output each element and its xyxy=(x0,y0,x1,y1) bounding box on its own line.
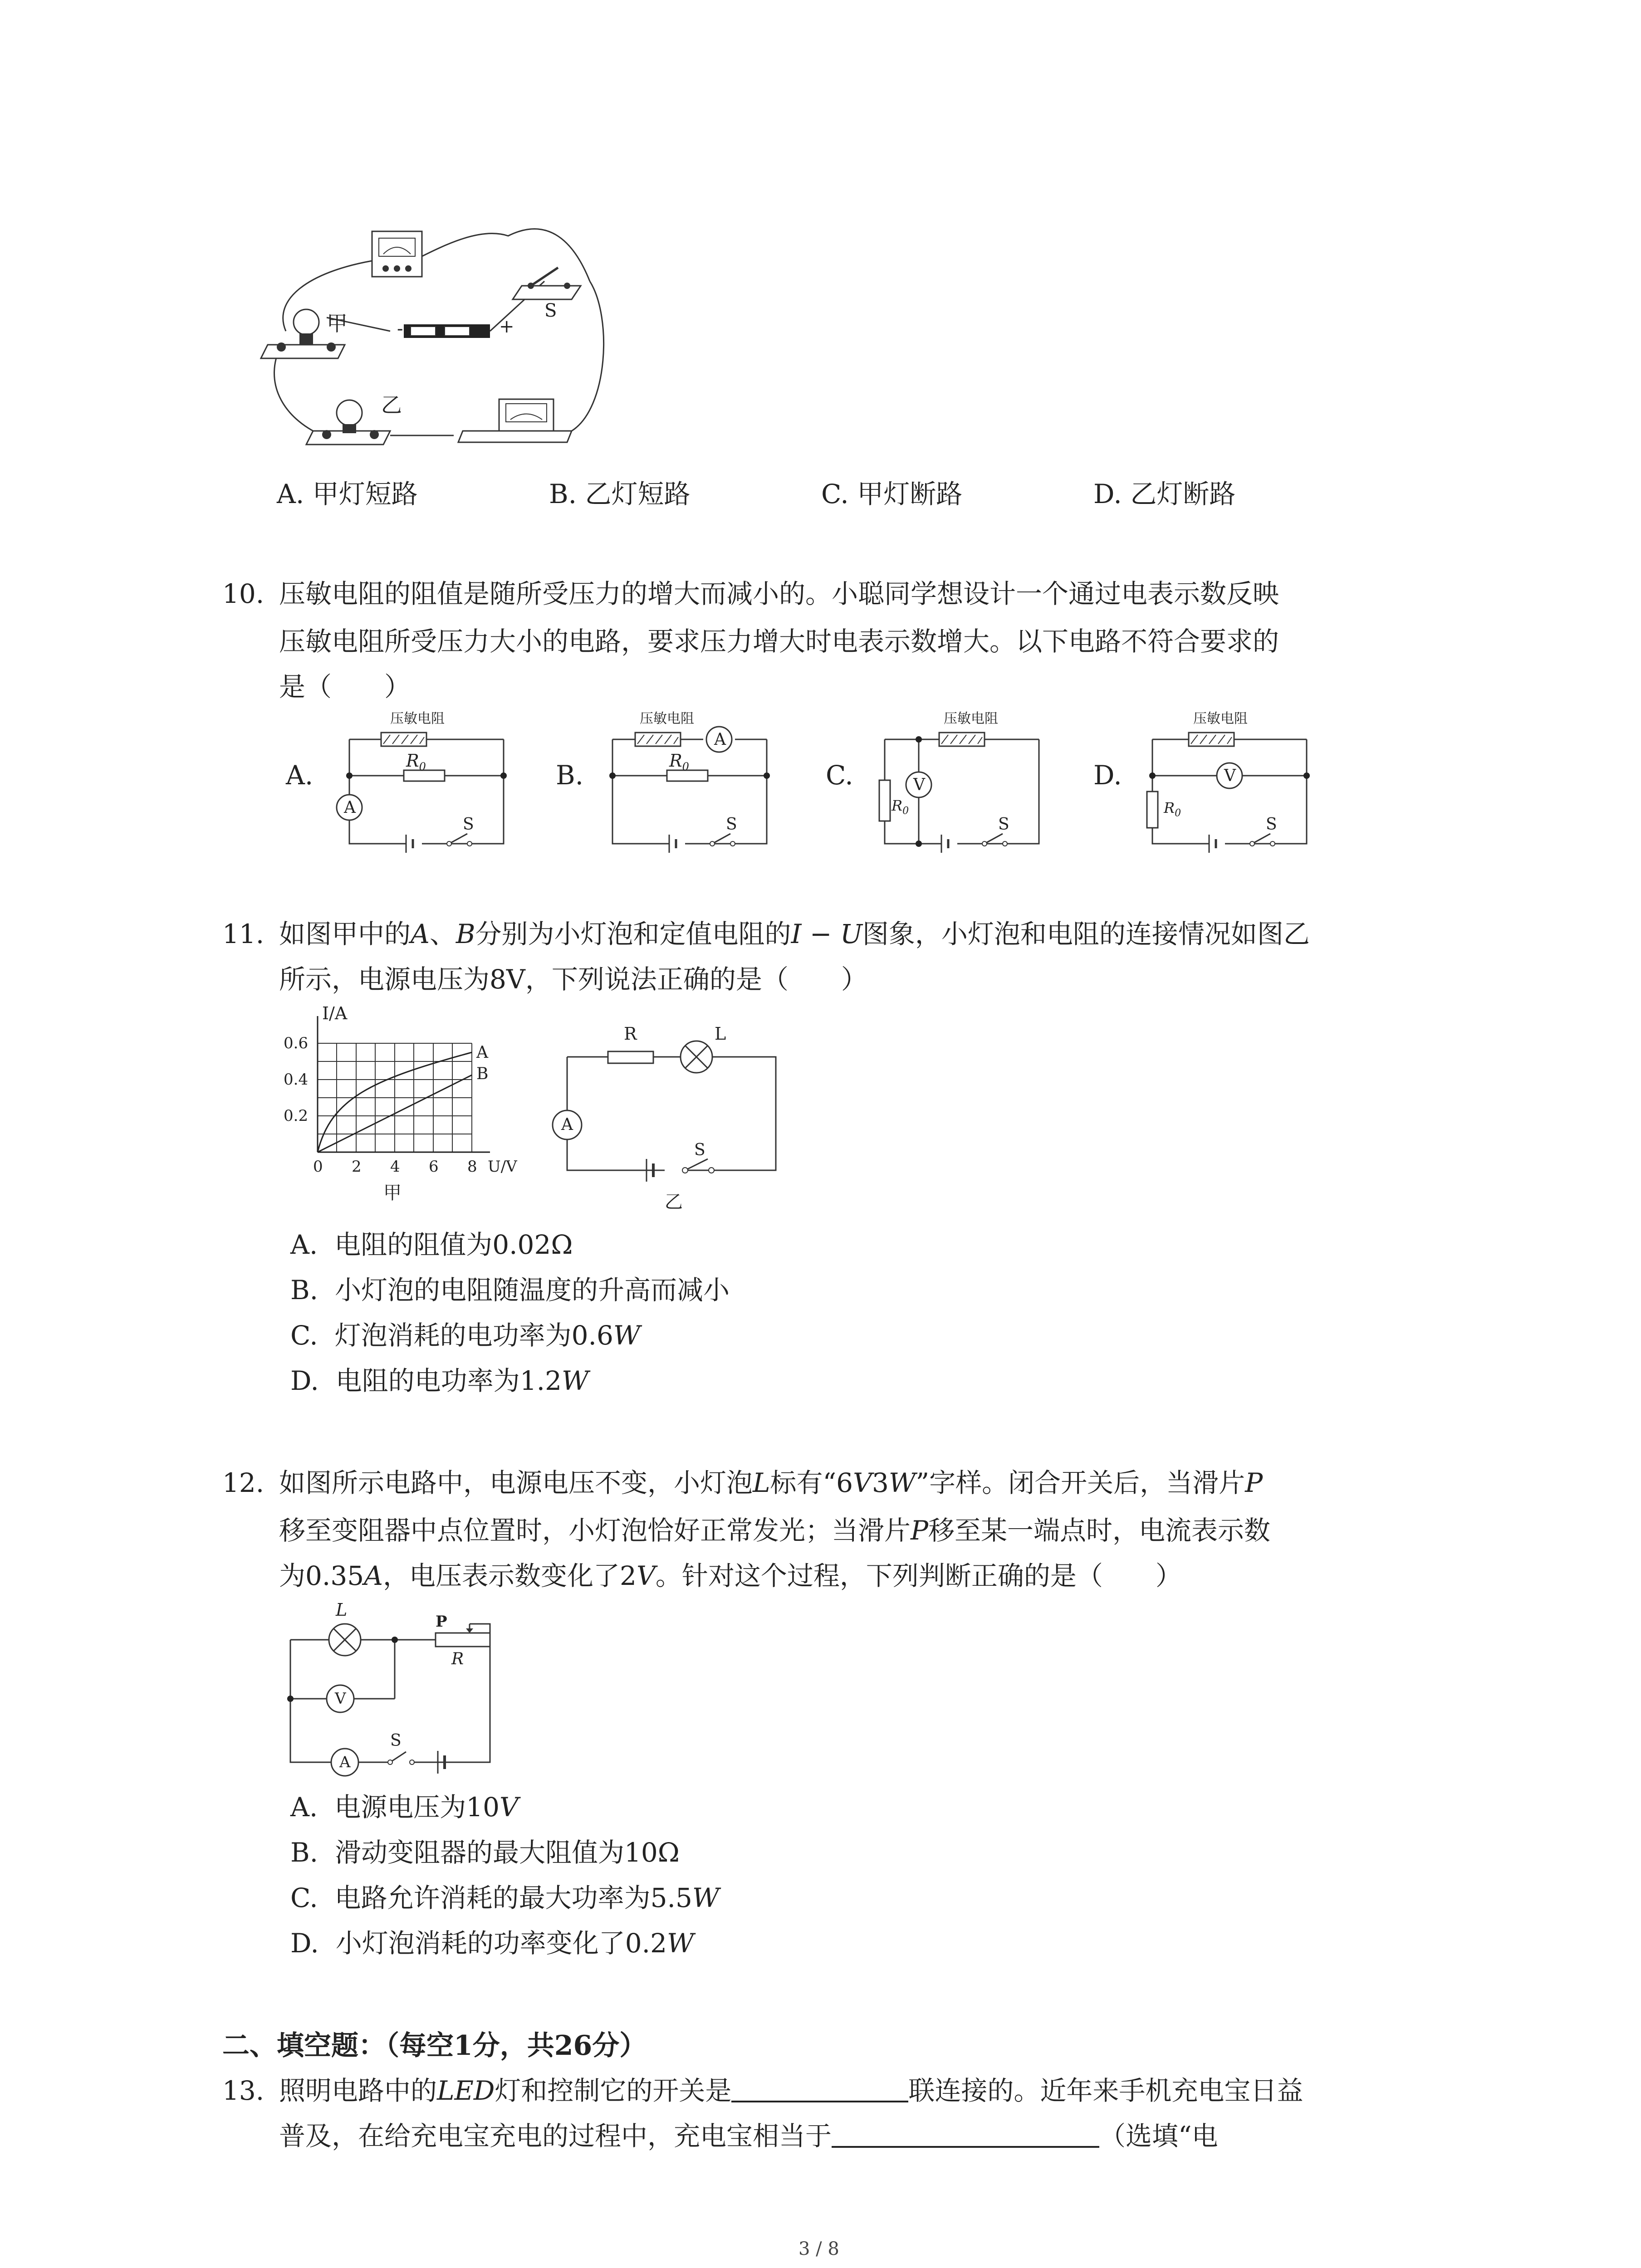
q10-d-switch-label: S xyxy=(1266,815,1277,834)
q10-b-ammeter-label: A xyxy=(714,730,726,749)
q10-option-d[interactable]: D. xyxy=(1093,760,1122,791)
q11-option-c[interactable]: C. 灯泡消耗的电功率为0.6W xyxy=(290,1320,641,1351)
q9-lamp-b-label: 乙 xyxy=(381,393,402,417)
q13-blank-1[interactable] xyxy=(731,2078,908,2102)
q10-a-sensor-label: 压敏电阻 xyxy=(390,711,445,727)
q10-c-voltmeter-label: V xyxy=(913,776,925,794)
q12-circuit-r-label: R xyxy=(451,1650,464,1668)
q11-circuit xyxy=(544,1021,798,1193)
q11-circuit-l-label: L xyxy=(715,1024,726,1044)
q11-graph-caption: 甲 xyxy=(383,1183,402,1203)
q11-circuit-caption: 乙 xyxy=(665,1192,683,1212)
q12-circuit-l-label: L xyxy=(336,1600,348,1620)
q10-number: 10. xyxy=(222,578,265,609)
q10-c-sensor-label: 压敏电阻 xyxy=(944,711,998,727)
q10-option-a[interactable]: A. xyxy=(286,760,314,791)
q12-number: 12. xyxy=(222,1467,265,1498)
q11-graph-xtick-0: 0 xyxy=(313,1158,323,1176)
q13-blank-2[interactable] xyxy=(832,2123,1099,2148)
q10-d-voltmeter-label: V xyxy=(1224,767,1236,785)
q13-stem-line-1: 照明电路中的LED灯和控制它的开关是 联连接的。近年来手机充电宝日益 xyxy=(279,2075,1303,2106)
q10-d-sensor-label: 压敏电阻 xyxy=(1193,711,1248,727)
q10-stem-line-1: 压敏电阻的阻值是随所受压力的增大而减小的。小聪同学想设计一个通过电表示数反映 xyxy=(279,578,1279,609)
q10-circuit-b xyxy=(599,712,780,853)
q11-graph-ytick-0: 0.6 xyxy=(284,1034,309,1052)
q11-option-d[interactable]: D. 电阻的电功率为1.2W xyxy=(290,1365,589,1396)
q13-number: 13. xyxy=(222,2075,265,2106)
q12-circuit-switch-label: S xyxy=(390,1731,402,1750)
q9-switch-label: S xyxy=(544,300,557,321)
q11-circuit-r-label: R xyxy=(624,1024,637,1044)
q11-curve-b-label: B xyxy=(476,1065,489,1083)
q10-circuit-c xyxy=(871,712,1053,853)
q10-d-r0-label: $R_0$ xyxy=(1164,799,1181,819)
q9-option-a[interactable]: A. 甲灯短路 xyxy=(277,479,418,509)
q10-a-r0-label: $R_0$ xyxy=(406,751,426,773)
q9-plus-label: + xyxy=(499,316,514,337)
q12-circuit xyxy=(277,1597,513,1787)
q11-graph-xtick-3: 6 xyxy=(429,1158,439,1176)
q12-circuit-voltmeter-label: V xyxy=(335,1690,346,1708)
q10-a-switch-label: S xyxy=(463,815,474,834)
q11-circuit-switch-label: S xyxy=(694,1141,705,1159)
q11-stem-line-2: 所示，电源电压为8V，下列说法正确的是（ ） xyxy=(279,964,867,995)
q11-graph-xtick-4: 8 xyxy=(467,1158,477,1176)
q11-number: 11. xyxy=(222,919,265,949)
q10-b-sensor-label: 压敏电阻 xyxy=(640,711,694,727)
q9-circuit-figure xyxy=(254,218,617,472)
q10-c-r0-label: $R_0$ xyxy=(892,797,909,817)
q11-circuit-ammeter-label: A xyxy=(561,1115,573,1134)
q11-graph-ylabel: I/A xyxy=(322,1003,348,1023)
q10-a-ammeter-label: A xyxy=(344,798,356,817)
q12-stem-line-1: 如图所示电路中，电源电压不变，小灯泡L标有“6V3W”字样。闭合开关后，当滑片P xyxy=(279,1467,1263,1498)
q11-graph-ytick-1: 0.4 xyxy=(284,1070,309,1089)
q10-c-switch-label: S xyxy=(998,815,1009,834)
q9-option-c[interactable]: C. 甲灯断路 xyxy=(821,479,963,509)
q11-option-b[interactable]: B. 小灯泡的电阻随温度的升高而减小 xyxy=(290,1275,730,1305)
q11-graph-xlabel: U/V xyxy=(488,1158,517,1176)
q9-option-b[interactable]: B. 乙灯短路 xyxy=(549,479,691,509)
q11-option-a[interactable]: A. 电阻的阻值为0.02Ω xyxy=(290,1229,573,1260)
q10-circuit-a xyxy=(336,712,517,853)
q12-circuit-ammeter-label: A xyxy=(339,1753,351,1771)
q9-lamp-a-label: 甲 xyxy=(327,311,348,336)
q11-graph-ytick-2: 0.2 xyxy=(284,1107,309,1125)
section-2-title: 二、填空题：（每空1分，共26分） xyxy=(222,2030,647,2062)
q12-stem-line-2: 移至变阻器中点位置时，小灯泡恰好正常发光；当滑片P移至某一端点时，电流表示数 xyxy=(279,1515,1271,1546)
q12-option-d[interactable]: D. 小灯泡消耗的功率变化了0.2W xyxy=(290,1928,694,1959)
q12-stem-line-3: 为0.35A，电压表示数变化了2V。针对这个过程，下列判断正确的是（ ） xyxy=(279,1560,1182,1591)
q10-option-c[interactable]: C. xyxy=(826,760,853,791)
page-number: 3 / 8 xyxy=(798,2239,839,2259)
q11-graph-xtick-1: 2 xyxy=(352,1158,362,1176)
q9-option-d[interactable]: D. 乙灯断路 xyxy=(1093,479,1236,509)
q12-circuit-p-label: P xyxy=(436,1613,447,1631)
q10-b-switch-label: S xyxy=(726,815,737,834)
q11-curve-a-label: A xyxy=(476,1043,488,1062)
q10-stem-line-3: 是（ ） xyxy=(279,671,411,702)
q11-graph-xtick-2: 4 xyxy=(390,1158,400,1176)
q10-stem-line-2: 压敏电阻所受压力大小的电路，要求压力增大时电表示数增大。以下电路不符合要求的 xyxy=(279,626,1279,657)
q11-stem-line-1: 如图甲中的A、B分别为小灯泡和定值电阻的I − U图象，小灯泡和电阻的连接情况如图乙 xyxy=(279,919,1310,949)
q10-b-r0-label: $R_0$ xyxy=(669,751,689,773)
q12-option-b[interactable]: B. 滑动变阻器的最大阻值为10Ω xyxy=(290,1837,680,1868)
q12-option-a[interactable]: A. 电源电压为10V xyxy=(290,1792,519,1823)
q10-option-b[interactable]: B. xyxy=(556,760,584,791)
q13-stem-line-2: 普及，在给充电宝充电的过程中，充电宝相当于 （选填“电 xyxy=(279,2121,1218,2151)
q12-option-c[interactable]: C. 电路允许消耗的最大功率为5.5W xyxy=(290,1882,720,1913)
q9-minus-label: - xyxy=(397,318,403,339)
